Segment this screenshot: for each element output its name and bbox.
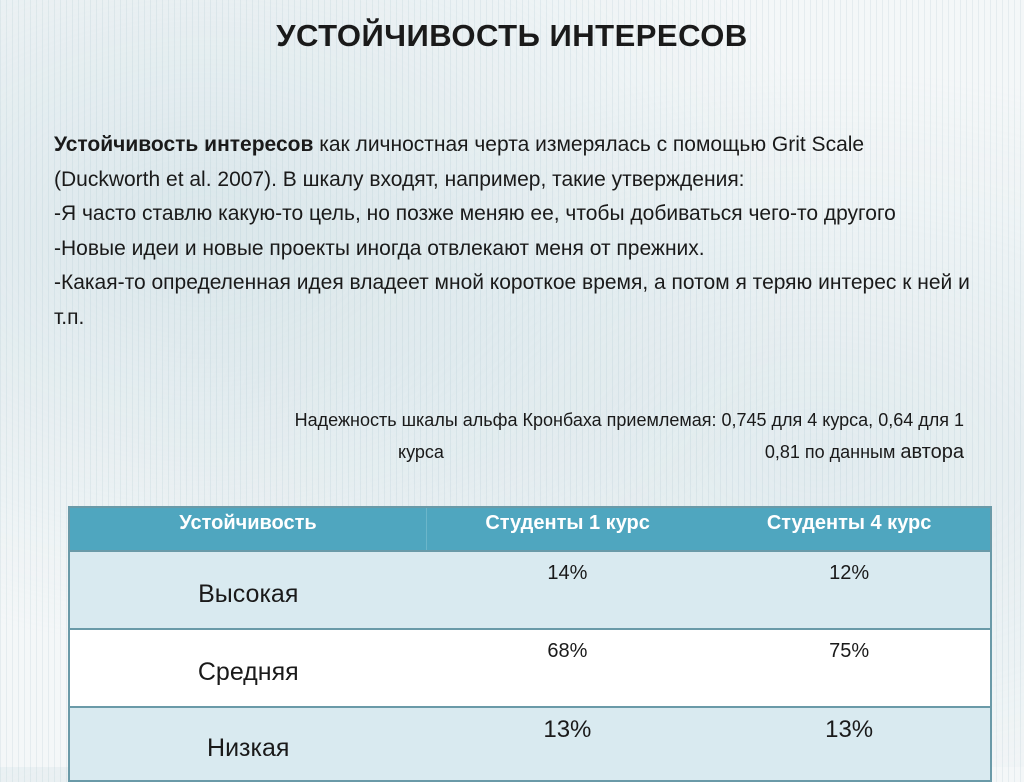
example-statement-3: -Какая-то определенная идея владеет мной короткое время, а потом я теряю интерес к ней и т.п. [54,271,970,329]
row-label: Низкая [69,707,427,781]
intro-text: как личностная черта измерялась с помощью Grit Scale (Duckworth et al. 2007). В шкалу входят, например, такие утверждения: [54,133,865,191]
reliability-note [54,404,964,468]
slide-title: УСТОЙЧИВОСТЬ ИНТЕРЕСОВ [276,18,748,53]
header-stability: Устойчивость [69,507,427,551]
table-row-low [69,707,991,781]
reliability-line-2-left: курса [398,442,444,462]
cell-year-1: 14% [427,551,709,629]
cell-year-4: 75% [708,629,991,707]
reliability-author: автора [900,441,964,463]
reliability-line-1: Надежность шкалы альфа Кронбаха приемлемая: 0,745 для 4 курса, 0,64 для 1 [294,410,964,430]
example-statement-1: -Я часто ставлю какую-то цель, но позже меняю ее, чтобы добиваться чего-то другого [54,202,896,225]
header-students-year-1: Студенты 1 курс [427,507,709,551]
reliability-line-2-right [765,436,964,468]
table-row-medium [69,629,991,707]
results-table [68,506,992,782]
body-text [54,128,974,335]
reliability-source-text: 0,81 по данным [764,442,901,462]
example-statement-2: -Новые идеи и новые проекты иногда отвлекают меня от прежних. [54,236,705,260]
cell-year-1: 68% [427,629,709,707]
cell-year-1: 13% [427,707,709,781]
reliability-line-2 [54,436,964,468]
table-row-high [69,551,991,629]
lead-term: Устойчивость интересов [54,133,314,156]
row-label: Средняя [69,629,427,707]
row-label: Высокая [69,551,427,629]
intro-paragraph [54,128,974,197]
header-students-year-4: Студенты 4 курс [708,507,991,551]
cell-year-4: 12% [708,551,991,629]
table-header-row [69,507,991,551]
cell-year-4: 13% [708,707,991,781]
